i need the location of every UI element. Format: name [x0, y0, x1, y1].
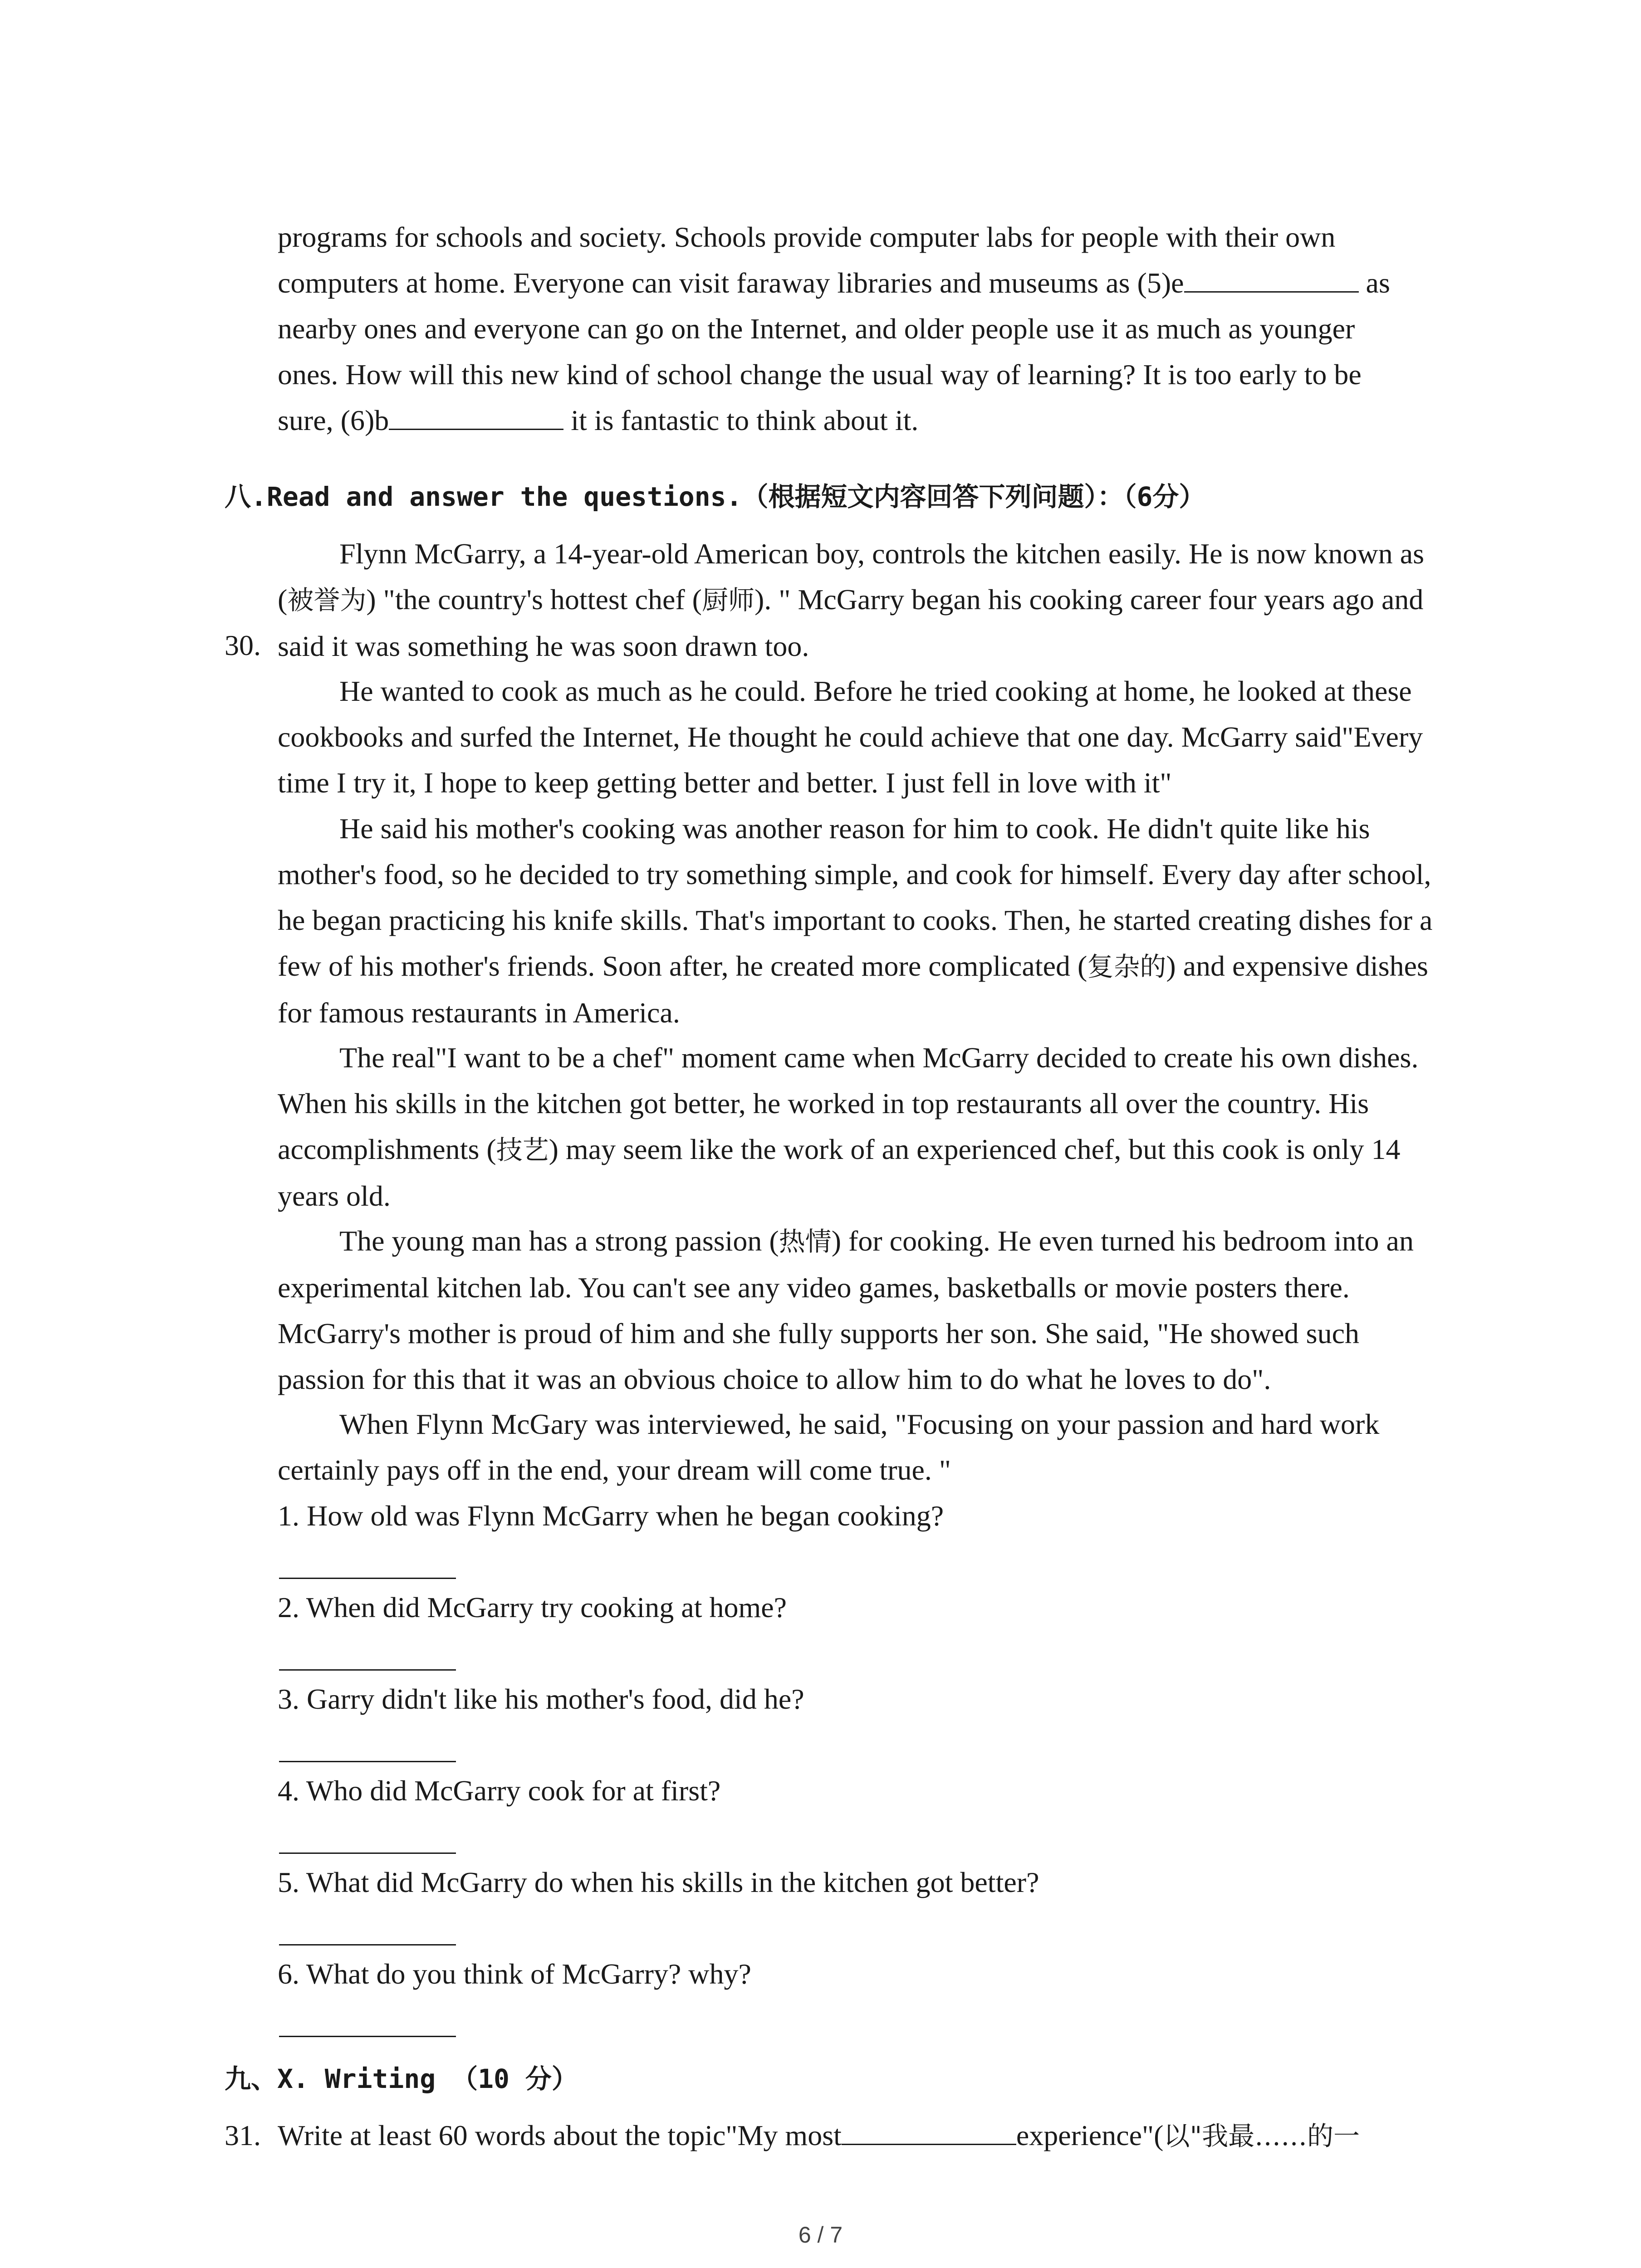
question-item: 4. Who did McGarry cook for at first?	[278, 1774, 721, 1807]
blank-6[interactable]	[389, 400, 563, 430]
answer-line-2[interactable]	[279, 1669, 456, 1671]
reading-paragraph-5: The young man has a strong passion (热情) for cooking. He even turned his bedroom into an experimental kitchen lab. You can't see any video games, basketballs or movie posters there. McGarry's mother is proud of him and she fully supports her son. She said, "He showed such passion for this that it was an obvious choice to allow him to do what he loves to do".	[278, 1225, 1414, 1395]
question-item: 1. How old was Flynn McGarry when he began cooking?	[278, 1500, 944, 1532]
reading-paragraph-3: He said his mother's cooking was another reason for him to cook. He didn't quite like his mother's food, so he decided to try something simple, and cook for himself. Every day after school, he began practicing his knife skills. That's important to cooks. Then, he started creating dishes for a few of his mother's friends. Soon after, he created more complicated (复杂的) and expensive dishes for famous restaurants in America.	[278, 812, 1433, 1029]
question-number-30: 30.	[225, 629, 261, 661]
section-9-heading: 九、X. Writing （10 分）	[225, 2063, 578, 2094]
question-item: 2. When did McGarry try cooking at home?	[278, 1591, 787, 1623]
reading-paragraph-1: Flynn McGarry, a 14-year-old American boy, controls the kitchen easily. He is now known as (被誉为) "the country's hottest chef (厨师). " McGarry began his cooking career four years ago and said it was something he was soon drawn too.	[278, 538, 1424, 662]
passage-line: ones. How will this new kind of school change the usual way of learning? It is too early to be	[278, 358, 1362, 391]
answer-line-6[interactable]	[279, 2036, 456, 2037]
answer-line-3[interactable]	[279, 1761, 456, 1762]
reading-paragraph-6: When Flynn McGary was interviewed, he said, "Focusing on your passion and hard work certainly pays off in the end, your dream will come true. "	[278, 1408, 1380, 1486]
passage-line: programs for schools and society. Schools provide computer labs for people with their own	[278, 221, 1336, 253]
passage-line: nearby ones and everyone can go on the Internet, and older people use it as much as younger	[278, 313, 1355, 345]
answer-line-4[interactable]	[279, 1853, 456, 1854]
topic-blank[interactable]	[842, 2115, 1016, 2145]
writing-prompt: Write at least 60 words about the topic"My most experience"(以"我最……的一	[278, 2112, 1360, 2159]
reading-paragraph-4: The real"I want to be a chef" moment came when McGarry decided to create his own dishes. When his skills in the kitchen got better, he worked in top restaurants all over the country. His accomplishments (技艺) may seem like the work of an experienced chef, but this cook is only 14 years old.	[278, 1041, 1419, 1212]
blank-5[interactable]	[1184, 262, 1359, 293]
question-item: 5. What did McGarry do when his skills in the kitchen got better?	[278, 1866, 1039, 1898]
question-number-31: 31.	[225, 2119, 261, 2151]
answer-line-5[interactable]	[279, 1944, 456, 1945]
answer-line-1[interactable]	[279, 1578, 456, 1579]
passage-line: sure, (6)b it is fantastic to think about it.	[278, 397, 1439, 443]
passage-line: computers at home. Everyone can visit faraway libraries and museums as (5)e as	[278, 260, 1439, 306]
question-item: 6. What do you think of McGarry? why?	[278, 1958, 751, 1990]
question-item: 3. Garry didn't like his mother's food, did he?	[278, 1683, 804, 1715]
reading-paragraph-2: He wanted to cook as much as he could. Before he tried cooking at home, he looked at these cookbooks and surfed the Internet, He thought he could achieve that one day. McGarry said"Every time I try it, I hope to keep getting better and better. I just fell in love with it"	[278, 675, 1423, 799]
page-number: 6 / 7	[798, 2222, 843, 2248]
section-8-heading: 八.Read and answer the questions.（根据短文内容回答下列问题）：（6分）	[225, 481, 1205, 512]
